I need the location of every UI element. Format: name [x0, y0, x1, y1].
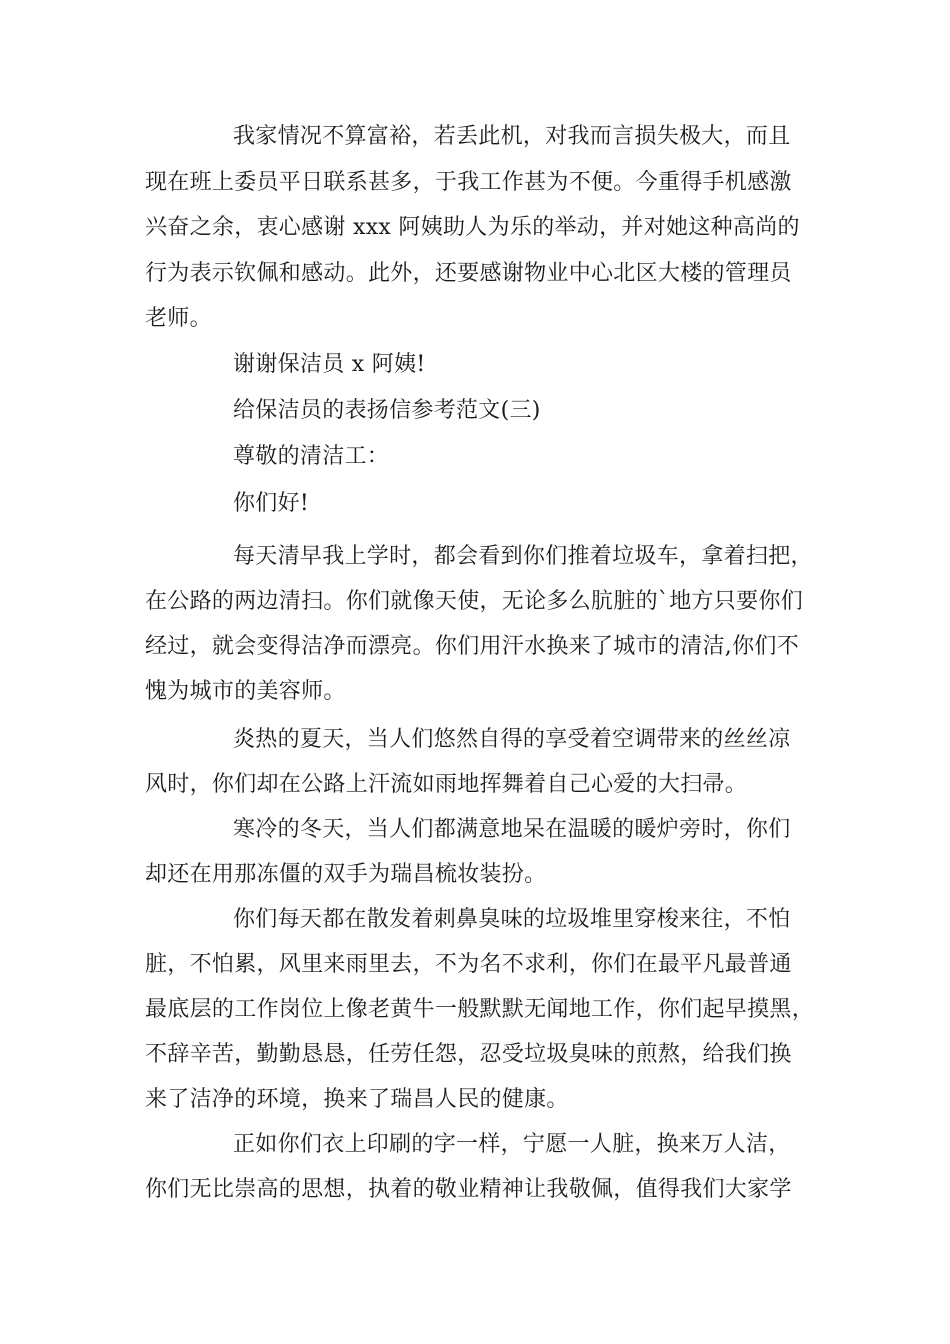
text-line: 脏，不怕累，风里来雨里去，不为名不求利，你们在最平凡最普通 [145, 952, 792, 977]
text-line: 愧为城市的美容师。 [145, 679, 346, 704]
text-line: 正如你们衣上印刷的字一样，宁愿一人脏，换来万人洁， [233, 1132, 791, 1157]
text-line: 兴奋之余，衷心感谢 xxx 阿姨助人为乐的举动，并对她这种高尚的 [145, 215, 800, 240]
text-line: 最底层的工作岗位上像老黄牛一般默默无闻地工作，你们起早摸黑， [145, 997, 815, 1022]
text-line: 给保洁员的表扬信参考范文(三) [233, 398, 541, 423]
text-line: 你们无比崇高的思想，执着的敬业精神让我敬佩，值得我们大家学 [145, 1177, 792, 1202]
text-line: 每天清早我上学时，都会看到你们推着垃圾车，拿着扫把， [233, 544, 813, 569]
text-line: 尊敬的清洁工： [233, 444, 390, 469]
text-line: 不辞辛苦，勤勤恳恳，任劳任怨，忍受垃圾臭味的煎熬，给我们换 [145, 1042, 792, 1067]
text-line: 寒冷的冬天，当人们都满意地呆在温暖的暖炉旁时，你们 [233, 817, 791, 842]
text-line: 老师。 [145, 306, 212, 331]
text-line: 经过，就会变得洁净而漂亮。你们用汗水换来了城市的清洁,你们不 [145, 634, 799, 659]
text-line: 来了洁净的环境，换来了瑞昌人民的健康。 [145, 1087, 569, 1112]
text-line: 炎热的夏天，当人们悠然自得的享受着空调带来的丝丝凉 [233, 727, 791, 752]
text-line: 你们每天都在散发着刺鼻臭味的垃圾堆里穿梭来往，不怕 [233, 907, 791, 932]
text-line: 你们好! [233, 491, 310, 516]
text-line: 我家情况不算富裕，若丢此机，对我而言损失极大，而且 [233, 124, 791, 149]
text-line: 却还在用那冻僵的双手为瑞昌梳妆装扮。 [145, 862, 547, 887]
text-line: 行为表示钦佩和感动。此外，还要感谢物业中心北区大楼的管理员 [145, 261, 792, 286]
text-line: 在公路的两边清扫。你们就像天使，无论多么肮脏的`地方只要你们 [145, 589, 804, 614]
text-line: 谢谢保洁员 x 阿姨! [233, 352, 426, 377]
text-line: 风时，你们却在公路上汗流如雨地挥舞着自己心爱的大扫帚。 [145, 772, 748, 797]
text-line: 现在班上委员平日联系甚多，于我工作甚为不便。今重得手机感激 [145, 170, 792, 195]
